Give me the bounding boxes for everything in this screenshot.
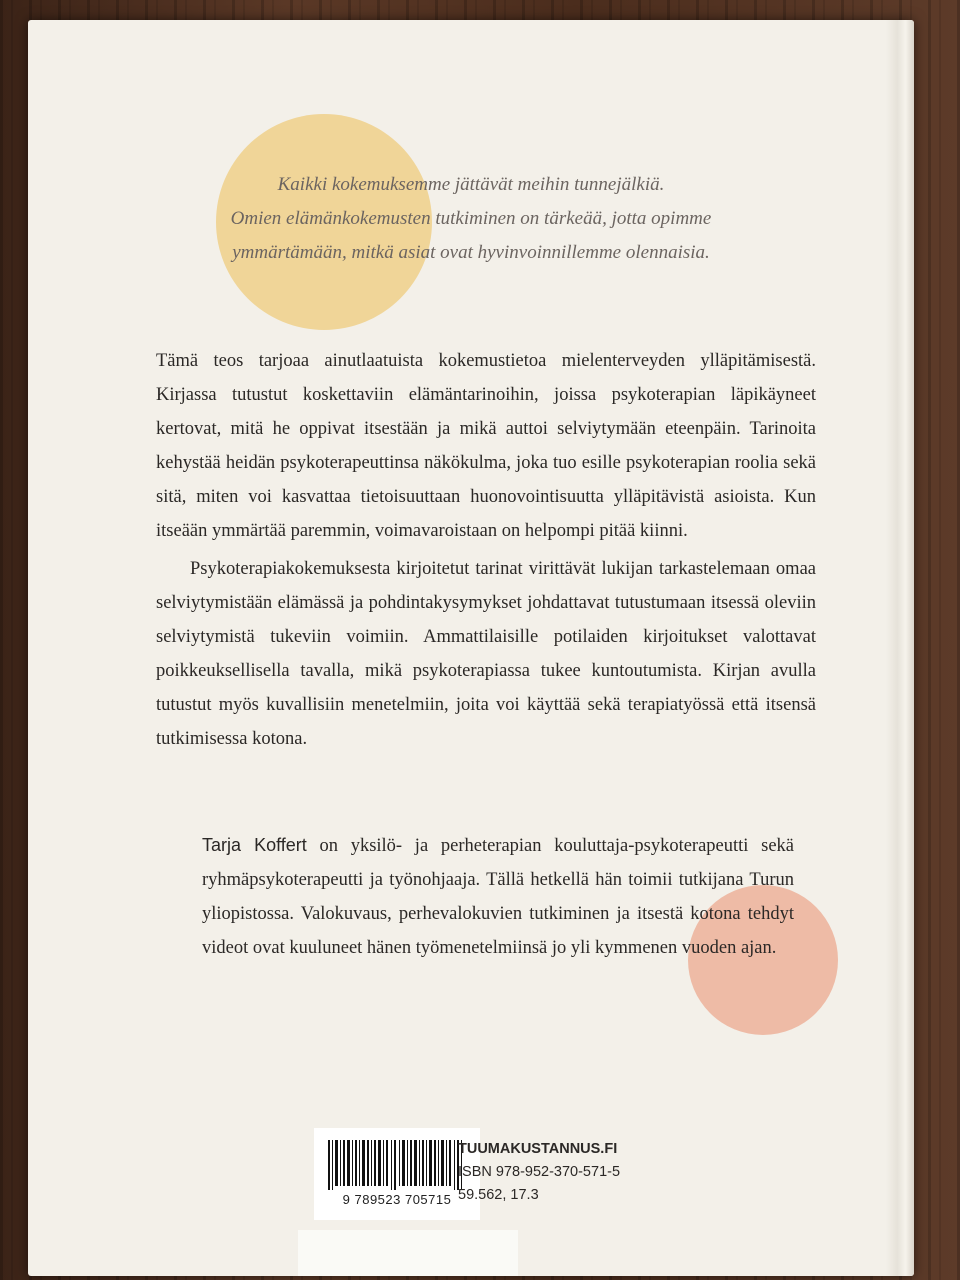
quote-line: ymmärtämään, mitkä asiat ovat hyvinvoinnillemme olennaisia. bbox=[232, 242, 710, 263]
cover-quote bbox=[28, 168, 914, 270]
description-paragraph: Tämä teos tarjoaa ainutlaatuista kokemustietoa mielenterveyden ylläpitämisestä. Kirjassa tutustut koskettaviin elämäntarinoihin, joissa psykoterapian läpikäyneet kertovat, mitä he oppivat itsestään ja mikä auttoi selviytymään eteenpäin. Tarinoita kehystää heidän psykoterapeuttinsa näkökulma, joka tuo esille psykoterapian roolia sekä sitä, miten voi kasvattaa tietoisuuttaan huonovointisuutta ylläpitävistä asioista. Kun itseään ymmärtää paremmin, voimavaroistaan on helpompi pitää kiinni. bbox=[156, 351, 816, 541]
book-description bbox=[156, 344, 816, 756]
barcode-icon bbox=[328, 1140, 466, 1190]
white-sticker bbox=[298, 1230, 518, 1276]
library-classification: 59.562, 17.3 bbox=[458, 1187, 539, 1203]
isbn-barcode bbox=[314, 1128, 480, 1220]
publisher-website: TUUMAKUSTANNUS.FI bbox=[458, 1141, 618, 1157]
book-back-cover bbox=[28, 20, 914, 1276]
description-paragraph: Psykoterapiakokemuksesta kirjoitetut tarinat virittävät lukijan tarkastelemaan omaa selviytymistään elämässä ja pohdintakysymykset johdattavat tutustumaan itsessä oleviin selviytymistä tukeviin voimiin. Ammattilaisille potilaiden kirjoitukset valottavat poikkeuksellisella tavalla, mikä psykoterapiassa tukee kuntoutumista. Kirjan avulla tutustut myös kuvallisiin menetelmiin, joita voi käyttää sekä terapiatyössä että itsensä tutkimisessa kotona. bbox=[156, 559, 816, 749]
quote-line: Kaikki kokemuksemme jättävät meihin tunnejälkiä. bbox=[277, 174, 665, 195]
publisher-info bbox=[458, 1138, 620, 1207]
author-name: Tarja Koffert bbox=[202, 835, 307, 855]
author-bio bbox=[202, 828, 794, 965]
quote-line: Omien elämänkokemusten tutkiminen on tärkeää, jotta opimme bbox=[230, 208, 712, 229]
isbn-number: ISBN 978-952-370-571-5 bbox=[458, 1164, 621, 1180]
barcode-digits: 9 789523 705715 bbox=[342, 1192, 452, 1207]
author-bio-text: on yksilö- ja perheterapian kouluttaja-psykoterapeutti sekä ryhmäpsykoterapeutti ja työnohjaaja. Tällä hetkellä hän toimii tutkijana Turun yliopistossa. Valokuvaus, perhevalokuvien tutkiminen ja itsestä kotona tehdyt videot ovat kuuluneet hänen työmenetelmiinsä jo yli kymmenen vuoden ajan. bbox=[202, 836, 794, 958]
